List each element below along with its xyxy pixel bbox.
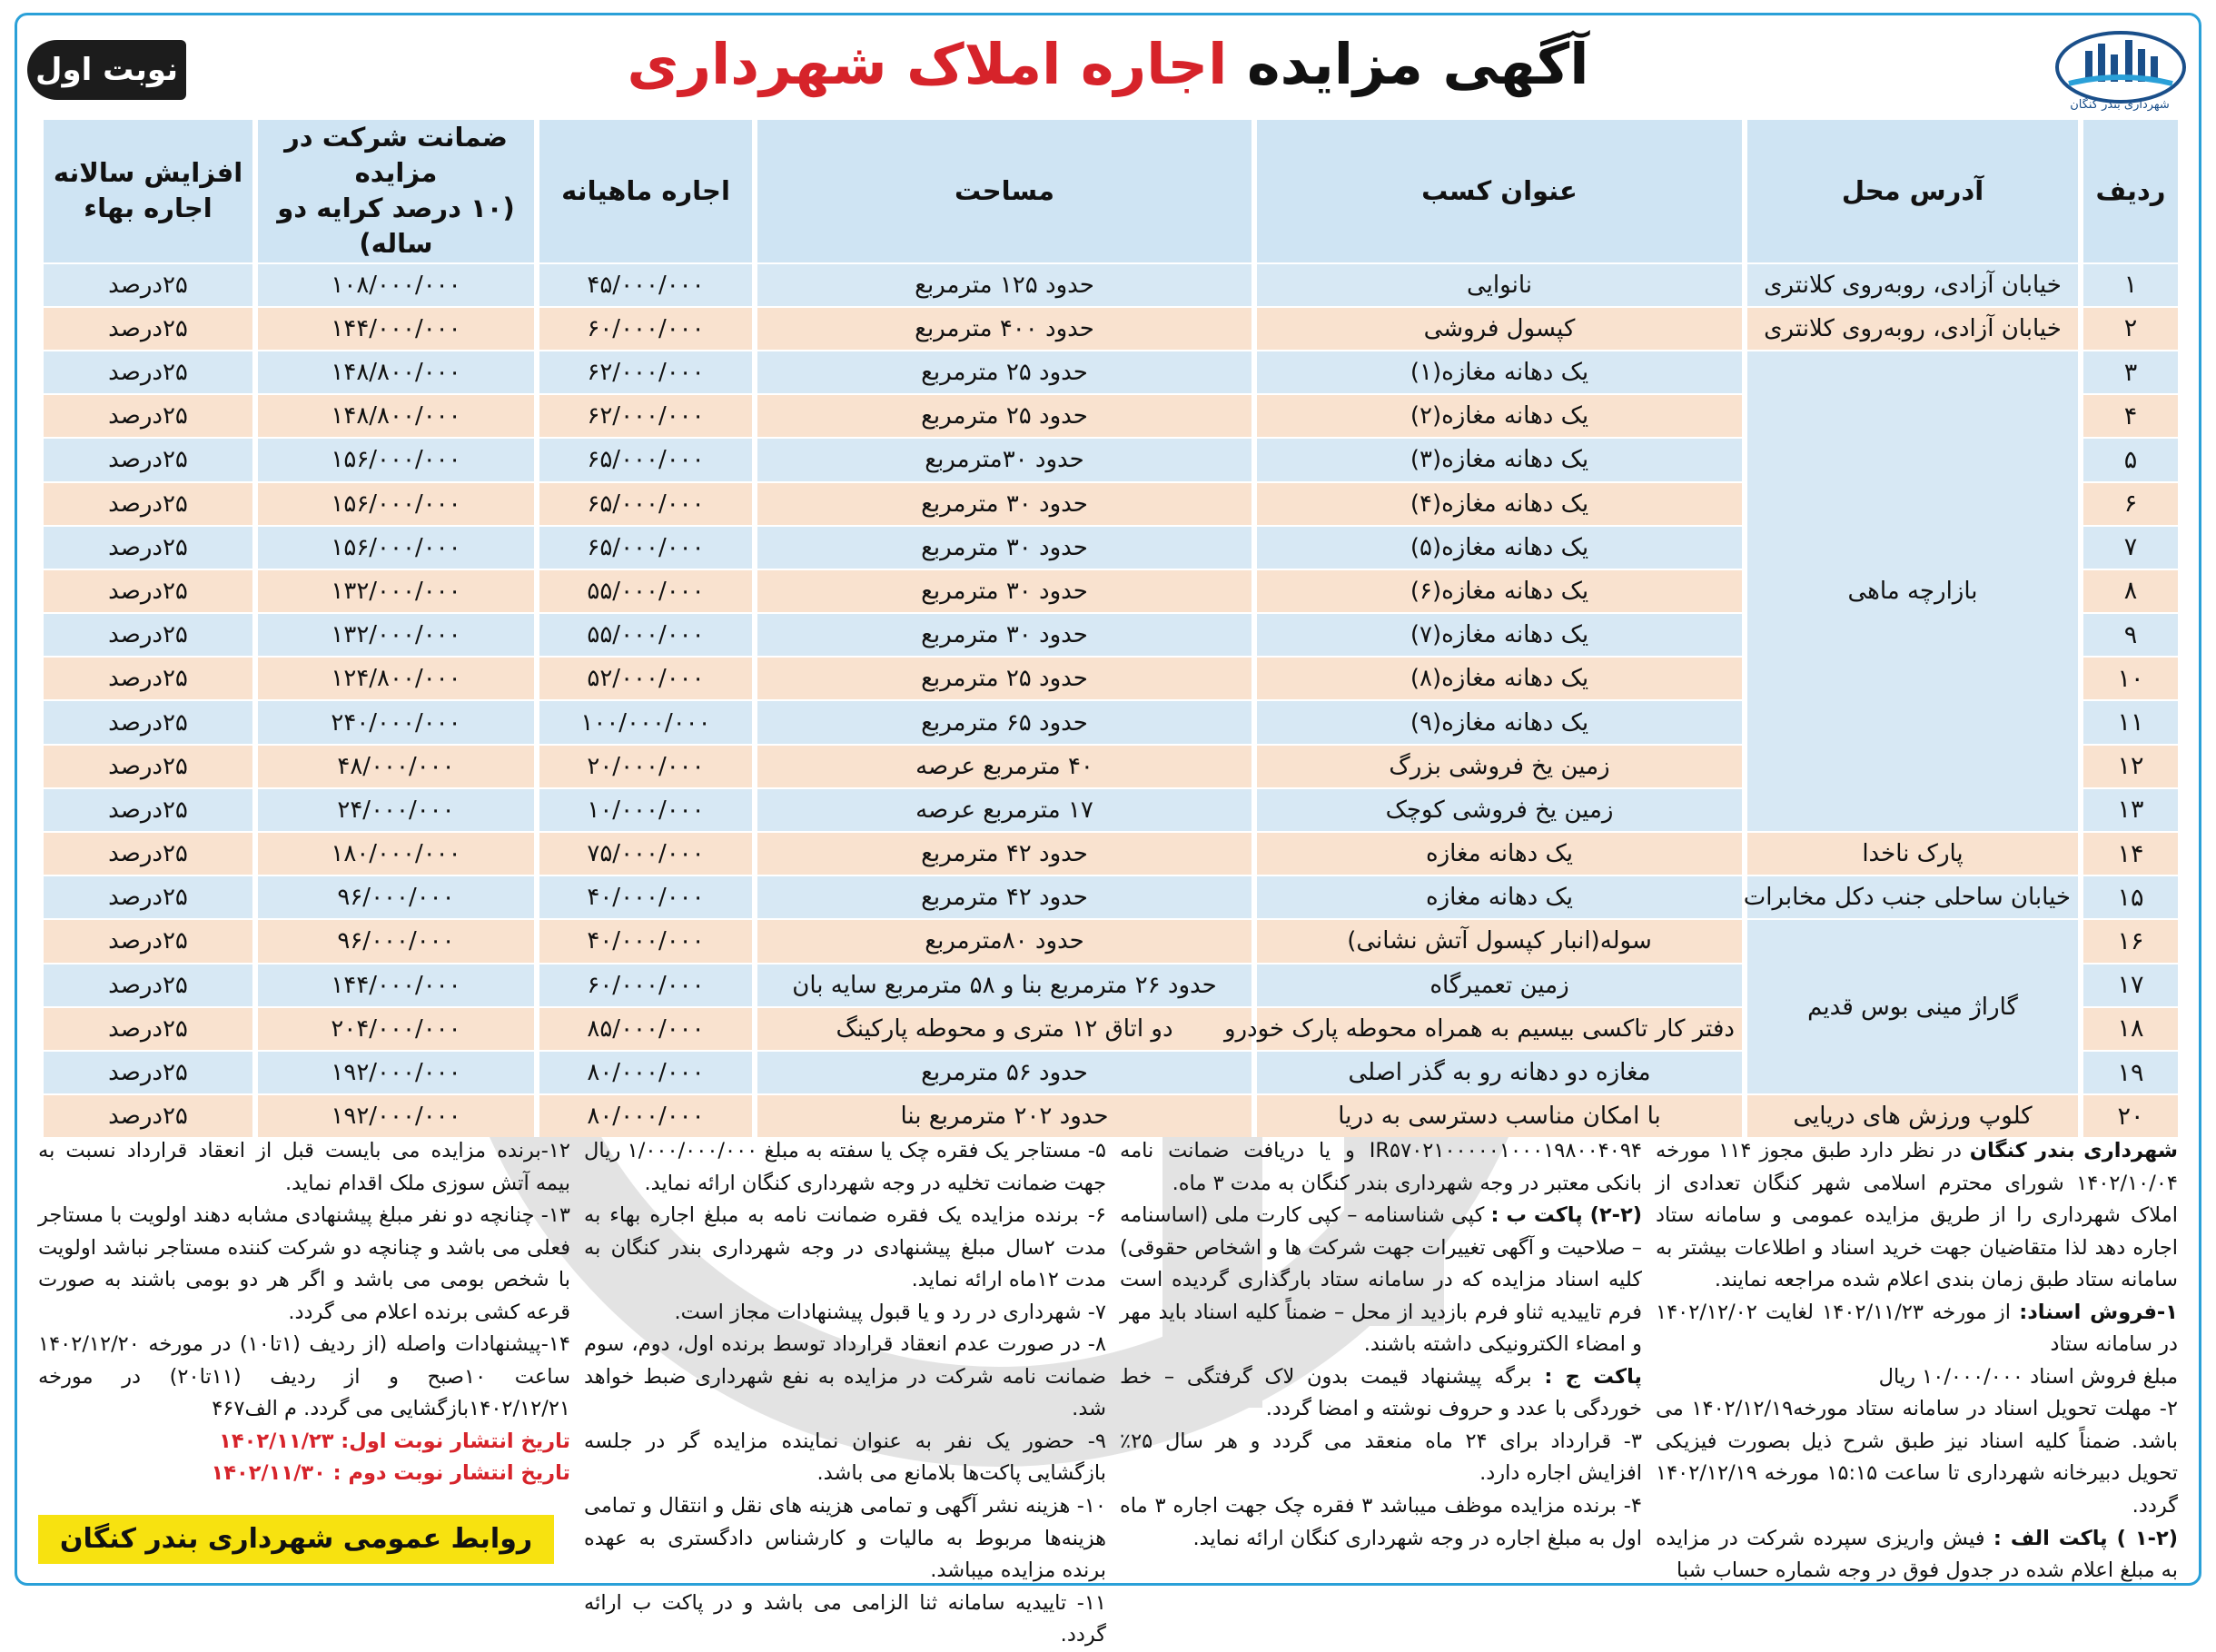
intro-text: در نظر دارد طبق مجوز ۱۱۴ مورخه ۱۴۰۲/۱۰/۰۴ شورای محترم اسلامی شهر کنگان تعدادی از املاک شهرداری را از طریق مزایده عمومی و سامانه ستاد اجاره دهد لذا متقاضیان جهت خرید اسناد و اطلاعات بیشتر به سامانه ستاد طبق زمان بندی اعلام شده مراجعه نمایند. <box>1656 1139 2178 1292</box>
cell-area: حدود ۲۶ مترمربع بنا و ۵۸ مترمربع سایه بان <box>752 963 1251 1006</box>
cell-business: یک دهانه مغازه(۳) <box>1251 437 1742 480</box>
table-row <box>38 875 2178 918</box>
col-header-monthly-rent: اجاره ماهیانه <box>534 120 752 262</box>
cell-row-number: ۷ <box>2078 525 2178 569</box>
cell-address: خیابان آزادی، روبه‌روی کلانتری <box>1742 262 2078 306</box>
cell-increase: ۲۵درصد <box>38 744 252 787</box>
cell-rent: ۶۵/۰۰۰/۰۰۰ <box>534 437 752 480</box>
cell-guarantee: ۱۹۲/۰۰۰/۰۰۰ <box>252 1050 534 1093</box>
cell-area: دو اتاق ۱۲ متری و محوطه پارکینگ <box>752 1006 1251 1050</box>
cell-guarantee: ۱۴۸/۸۰۰/۰۰۰ <box>252 350 534 393</box>
cell-rent: ۵۵/۰۰۰/۰۰۰ <box>534 612 752 656</box>
cell-area: حدود ۸۰مترمربع <box>752 918 1251 962</box>
cell-guarantee: ۱۵۶/۰۰۰/۰۰۰ <box>252 525 534 569</box>
publish-second-date: ۱۴۰۲/۱۱/۳۰ <box>211 1461 326 1486</box>
col-header-address: آدرس محل <box>1742 120 2078 262</box>
cell-business: زمین یخ فروشی بزرگ <box>1251 744 1742 787</box>
cell-area: حدود ۳۰ مترمربع <box>752 481 1251 525</box>
cell-guarantee: ۹۶/۰۰۰/۰۰۰ <box>252 875 534 918</box>
cell-rent: ۶۲/۰۰۰/۰۰۰ <box>534 393 752 437</box>
cell-increase: ۲۵درصد <box>38 963 252 1006</box>
cell-address: پارک ناخدا <box>1742 831 2078 875</box>
condition-11: ۱۱- تاییدیه سامانه ثنا الزامی می باشد و در پاکت ب ارائه گردد. <box>584 1590 1106 1647</box>
cell-row-number: ۴ <box>2078 393 2178 437</box>
iban-text: IR۵۷۰۲۱۰۰۰۰۰۱۰۰۰۱۹۸۰۰۴۰۹۴ و یا دریافت ضمانت نامه بانکی معتبر در وجه شهرداری بندر کنگان به مدت ۳ ماه. <box>1120 1139 1642 1195</box>
cell-rent: ۴۰/۰۰۰/۰۰۰ <box>534 875 752 918</box>
cell-business: با امکان مناسب دسترسی به دریا <box>1251 1093 1742 1137</box>
cell-increase: ۲۵درصد <box>38 1093 252 1137</box>
table-row <box>38 831 2178 875</box>
table-row <box>38 350 2178 393</box>
cell-rent: ۴۵/۰۰۰/۰۰۰ <box>534 262 752 306</box>
cell-row-number: ۱ <box>2078 262 2178 306</box>
cell-business: یک دهانه مغازه(۷) <box>1251 612 1742 656</box>
cell-increase: ۲۵درصد <box>38 481 252 525</box>
condition-10: ۱۰- هزینه نشر آگهی و تمامی هزینه های نقل و انتقال و تمامی هزینه‌ها مربوط به مالیات و کارشناس دادگستری به عهده برنده مزایده میباشد. <box>584 1494 1106 1583</box>
cell-guarantee: ۴۸/۰۰۰/۰۰۰ <box>252 744 534 787</box>
cell-rent: ۴۰/۰۰۰/۰۰۰ <box>534 918 752 962</box>
doc-price-text: مبلغ فروش اسناد ۱۰/۰۰۰/۰۰۰ ریال <box>1878 1364 2178 1389</box>
cell-row-number: ۱۰ <box>2078 656 2178 699</box>
cell-business: یک دهانه مغازه(۴) <box>1251 481 1742 525</box>
cell-increase: ۲۵درصد <box>38 875 252 918</box>
conditions-column-3 <box>584 1135 1107 1647</box>
cell-address: خیابان آزادی، روبه‌روی کلانتری <box>1742 306 2078 350</box>
intro-lead: شهرداری بندر کنگان <box>1969 1139 2178 1162</box>
cell-guarantee: ۲۴۰/۰۰۰/۰۰۰ <box>252 699 534 743</box>
col-header-area: مساحت <box>752 120 1251 262</box>
cell-area: حدود ۳۰ مترمربع <box>752 525 1251 569</box>
cell-business: نانوایی <box>1251 262 1742 306</box>
cell-row-number: ۱۵ <box>2078 875 2178 918</box>
cell-row-number: ۱۹ <box>2078 1050 2178 1093</box>
cell-increase: ۲۵درصد <box>38 1006 252 1050</box>
cell-rent: ۱۰/۰۰۰/۰۰۰ <box>534 787 752 831</box>
envelope-a-text: فیش واریزی سپرده شرکت در مزایده به مبلغ اعلام شده در جدول فوق در وجه شماره حساب شبا <box>1656 1526 2178 1583</box>
publish-first-label: تاریخ انتشار نوبت اول: <box>341 1429 570 1453</box>
table-row <box>38 262 2178 306</box>
cell-area: حدود ۳۰ مترمربع <box>752 612 1251 656</box>
cell-row-number: ۱۱ <box>2078 699 2178 743</box>
doc-sale-heading: ۱-فروش اسناد: <box>2019 1300 2178 1324</box>
cell-business: یک دهانه مغازه(۶) <box>1251 569 1742 612</box>
conditions-column-4 <box>38 1135 570 1571</box>
col-header-row-number: ردیف <box>2078 120 2178 262</box>
cell-address: گاراژ مینی بوس قدیم <box>1742 918 2078 1093</box>
cell-guarantee: ۱۳۲/۰۰۰/۰۰۰ <box>252 569 534 612</box>
table-row <box>38 1093 2178 1137</box>
col-header-annual-increase <box>38 120 252 262</box>
cell-business: یک دهانه مغازه(۲) <box>1251 393 1742 437</box>
cell-row-number: ۳ <box>2078 350 2178 393</box>
cell-increase: ۲۵درصد <box>38 525 252 569</box>
condition-7: ۷- شهرداری در رد و یا قبول پیشنهادات مجاز است. <box>674 1300 1106 1324</box>
cell-row-number: ۱۳ <box>2078 787 2178 831</box>
cell-guarantee: ۱۴۴/۰۰۰/۰۰۰ <box>252 306 534 350</box>
condition-9: ۹- حضور یک نفر به عنوان نماینده مزایده گر در جلسه بازگشایی پاکت‌ها بلامانع می باشد. <box>584 1429 1106 1486</box>
table-row <box>38 918 2178 962</box>
cell-row-number: ۶ <box>2078 481 2178 525</box>
cell-guarantee: ۹۶/۰۰۰/۰۰۰ <box>252 918 534 962</box>
publish-second-label: تاریخ انتشار نوبت دوم : <box>332 1461 570 1486</box>
cell-area: حدود ۵۶ مترمربع <box>752 1050 1251 1093</box>
conditions-column-2 <box>1120 1135 1642 1571</box>
cell-row-number: ۹ <box>2078 612 2178 656</box>
cell-increase: ۲۵درصد <box>38 918 252 962</box>
cell-increase: ۲۵درصد <box>38 437 252 480</box>
auction-table <box>38 120 2178 1137</box>
condition-12: ۱۲-برنده مزایده می بایست قبل از انعقاد قرارداد نسبت به بیمه آتش سوزی ملک اقدام نماید. <box>38 1139 570 1195</box>
cell-guarantee: ۱۴۴/۰۰۰/۰۰۰ <box>252 963 534 1006</box>
cell-business: یک دهانه مغازه(۵) <box>1251 525 1742 569</box>
cell-guarantee: ۱۳۲/۰۰۰/۰۰۰ <box>252 612 534 656</box>
cell-increase: ۲۵درصد <box>38 1050 252 1093</box>
condition-3: ۳- قرارداد برای ۲۴ ماه منعقد می گردد و هر سال ۲۵٪ افزایش اجاره دارد. <box>1120 1429 1642 1486</box>
cell-rent: ۱۰۰/۰۰۰/۰۰۰ <box>534 699 752 743</box>
cell-business: یک دهانه مغازه(۸) <box>1251 656 1742 699</box>
envelope-c-text: برگه پیشنهاد قیمت بدون لاک گرفتگی – خط خوردگی با عدد و حروف نوشته و امضا گردد. <box>1120 1364 1642 1421</box>
cell-area: حدود ۴۲ مترمربع <box>752 875 1251 918</box>
cell-business: یک دهانه مغازه <box>1251 831 1742 875</box>
publish-date-second <box>38 1458 570 1490</box>
cell-business: زمین تعمیرگاه <box>1251 963 1742 1006</box>
col-header-guarantee-line2: (۱۰ درصد کرایه دو ساله) <box>277 193 515 260</box>
cell-increase: ۲۵درصد <box>38 306 252 350</box>
cell-guarantee: ۱۸۰/۰۰۰/۰۰۰ <box>252 831 534 875</box>
cell-row-number: ۱۸ <box>2078 1006 2178 1050</box>
cell-rent: ۸۵/۰۰۰/۰۰۰ <box>534 1006 752 1050</box>
cell-increase: ۲۵درصد <box>38 350 252 393</box>
cell-rent: ۶۲/۰۰۰/۰۰۰ <box>534 350 752 393</box>
cell-area: حدود ۲۰۲ مترمربع بنا <box>752 1093 1251 1137</box>
condition-6: ۶- برنده مزایده یک فقره ضمانت نامه به مبلغ اجاره بهاء به مدت ۲سال مبلغ پیشنهادی در وجه شهرداری بندر کنگان به مدت ۱۲ماه ارائه نماید. <box>584 1203 1107 1292</box>
col-header-business: عنوان کسب <box>1251 120 1742 262</box>
condition-14: ۱۴-پیشنهادات واصله (از ردیف (۱تا۱۰) در مورخه ۱۴۰۲/۱۲/۲۰ ساعت ۱۰صبح و از ردیف (۱۱تا۲۰) در مورخه ۱۴۰۲/۱۲/۲۱بازگشایی می گردد. م الف۴۶۷ <box>38 1332 570 1421</box>
cell-business: دفتر کار تاکسی بیسیم به همراه محوطه پارک خودرو <box>1251 1006 1742 1050</box>
cell-guarantee: ۱۵۶/۰۰۰/۰۰۰ <box>252 437 534 480</box>
condition-4: ۴- برنده مزایده موظف میباشد ۳ فقره چک جهت اجاره ۳ ماه اول به مبلغ اجاره در وجه شهرداری کنگان ارائه نماید. <box>1120 1494 1642 1550</box>
cell-rent: ۶۵/۰۰۰/۰۰۰ <box>534 481 752 525</box>
cell-row-number: ۲۰ <box>2078 1093 2178 1137</box>
envelope-b-text: کپی شناسنامه – کپی کارت ملی (اساسنامه – صلاحیت و آگهی تغییرات جهت شرکت ها و اشخاص حقوقی) کلیه اسناد مزایده که در سامانه ستاد بارگذاری گردیده است فرم تاییدیه ثناو فرم بازدید از محل – ضمناً کلیه اسناد باید مهر و امضاء الکترونیکی داشته باشند. <box>1120 1203 1642 1357</box>
cell-guarantee: ۲۴/۰۰۰/۰۰۰ <box>252 787 534 831</box>
cell-rent: ۲۰/۰۰۰/۰۰۰ <box>534 744 752 787</box>
cell-rent: ۸۰/۰۰۰/۰۰۰ <box>534 1050 752 1093</box>
cell-guarantee: ۱۲۴/۸۰۰/۰۰۰ <box>252 656 534 699</box>
cell-rent: ۶۵/۰۰۰/۰۰۰ <box>534 525 752 569</box>
title-part-1: آگهی مزایده <box>1247 31 1589 97</box>
cell-area: حدود ۲۵ مترمربع <box>752 350 1251 393</box>
cell-business: یک دهانه مغازه(۱) <box>1251 350 1742 393</box>
cell-row-number: ۱۶ <box>2078 918 2178 962</box>
page-title <box>27 31 2189 97</box>
cell-increase: ۲۵درصد <box>38 262 252 306</box>
cell-area: حدود ۳۰مترمربع <box>752 437 1251 480</box>
cell-address: خیابان ساحلی جنب دکل مخابرات <box>1742 875 2078 918</box>
publish-first-date: ۱۴۰۲/۱۱/۲۳ <box>219 1429 334 1453</box>
cell-row-number: ۲ <box>2078 306 2178 350</box>
cell-rent: ۵۵/۰۰۰/۰۰۰ <box>534 569 752 612</box>
cell-row-number: ۱۴ <box>2078 831 2178 875</box>
cell-rent: ۷۵/۰۰۰/۰۰۰ <box>534 831 752 875</box>
cell-rent: ۶۰/۰۰۰/۰۰۰ <box>534 306 752 350</box>
title-part-2: اجاره املاک شهرداری <box>627 31 1228 97</box>
cell-increase: ۲۵درصد <box>38 656 252 699</box>
cell-area: ۱۷ مترمربع عرصه <box>752 787 1251 831</box>
deadline-text: ۲- مهلت تحویل اسناد در سامانه ستاد مورخه۱۴۰۲/۱۲/۱۹ می باشد. ضمناً کلیه اسناد نیز طبق شرح ذیل بصورت فیزیکی تحویل دبیرخانه شهرداری تا ساعت ۱۵:۱۵ مورخه ۱۴۰۲/۱۲/۱۹ گردد. <box>1656 1397 2179 1518</box>
envelope-c-heading: پاکت ج : <box>1544 1364 1642 1389</box>
public-relations-footer: روابط عمومی شهرداری بندر کنگان <box>38 1515 554 1564</box>
cell-guarantee: ۲۰۴/۰۰۰/۰۰۰ <box>252 1006 534 1050</box>
cell-rent: ۸۰/۰۰۰/۰۰۰ <box>534 1093 752 1137</box>
conditions-column-1 <box>1656 1135 2179 1583</box>
cell-row-number: ۸ <box>2078 569 2178 612</box>
cell-row-number: ۵ <box>2078 437 2178 480</box>
cell-area: حدود ۲۵ مترمربع <box>752 656 1251 699</box>
cell-increase: ۲۵درصد <box>38 831 252 875</box>
cell-increase: ۲۵درصد <box>38 787 252 831</box>
col-header-increase-line2: اجاره بهاء <box>84 193 213 224</box>
cell-business: سوله(انبار کپسول آتش نشانی) <box>1251 918 1742 962</box>
envelope-a-heading: (۱-۲ ) پاکت الف : <box>1993 1526 2178 1550</box>
cell-guarantee: ۱۵۶/۰۰۰/۰۰۰ <box>252 481 534 525</box>
cell-increase: ۲۵درصد <box>38 612 252 656</box>
cell-rent: ۵۲/۰۰۰/۰۰۰ <box>534 656 752 699</box>
cell-row-number: ۱۷ <box>2078 963 2178 1006</box>
edition-badge: نوبت اول <box>27 40 186 100</box>
cell-increase: ۲۵درصد <box>38 393 252 437</box>
cell-business: زمین یخ فروشی کوچک <box>1251 787 1742 831</box>
cell-business: کپسول فروشی <box>1251 306 1742 350</box>
cell-row-number: ۱۲ <box>2078 744 2178 787</box>
cell-area: ۴۰ مترمربع عرصه <box>752 744 1251 787</box>
doc-sale-text: از مورخه ۱۴۰۲/۱۱/۲۳ لغایت ۱۴۰۲/۱۲/۰۲ در سامانه ستاد <box>1656 1300 2178 1357</box>
table-header-row <box>38 120 2178 262</box>
cell-area: حدود ۱۲۵ مترمربع <box>752 262 1251 306</box>
cell-business: یک دهانه مغازه <box>1251 875 1742 918</box>
cell-guarantee: ۱۹۲/۰۰۰/۰۰۰ <box>252 1093 534 1137</box>
cell-rent: ۶۰/۰۰۰/۰۰۰ <box>534 963 752 1006</box>
condition-13: ۱۳- چنانچه دو نفر مبلغ پیشنهادی مشابه دهند اولویت با مستاجر فعلی می باشد و چنانچه دو شرکت کننده مستاجر نباشد اولویت با شخص بومی می باشد و اگر هر دو بومی باشند به صورت قرعه کشی برنده اعلام می گردد. <box>38 1203 570 1324</box>
table-row <box>38 306 2178 350</box>
cell-area: حدود ۲۵ مترمربع <box>752 393 1251 437</box>
cell-increase: ۲۵درصد <box>38 699 252 743</box>
publish-date-first <box>38 1426 570 1459</box>
cell-business: مغازه دو دهانه رو به گذر اصلی <box>1251 1050 1742 1093</box>
condition-5: ۵- مستاجر یک فقره چک یا سفته به مبلغ ۱/۰۰۰/۰۰۰/۰۰۰ ریال جهت ضمانت تخلیه در وجه شهرداری کنگان ارائه نماید. <box>584 1139 1106 1195</box>
cell-increase: ۲۵درصد <box>38 569 252 612</box>
header <box>27 22 2189 122</box>
col-header-guarantee <box>252 120 534 262</box>
cell-address: بازارچه ماهی <box>1742 350 2078 831</box>
cell-business: یک دهانه مغازه(۹) <box>1251 699 1742 743</box>
cell-address: کلوپ ورزش های دریایی <box>1742 1093 2078 1137</box>
cell-area: حدود ۴۰۰ مترمربع <box>752 306 1251 350</box>
col-header-guarantee-line1: ضمانت شرکت در مزایده <box>284 122 508 189</box>
cell-area: حدود ۴۲ مترمربع <box>752 831 1251 875</box>
col-header-increase-line1: افزایش سالانه <box>53 157 243 189</box>
cell-area: حدود ۳۰ مترمربع <box>752 569 1251 612</box>
conditions-section <box>38 1135 2179 1647</box>
cell-area: حدود ۶۵ مترمربع <box>752 699 1251 743</box>
envelope-b-heading: (۲-۲) پاکت ب : <box>1490 1203 1642 1228</box>
logo-caption: شهرداری بندر کنگان <box>2070 98 2170 112</box>
cell-guarantee: ۱۴۸/۸۰۰/۰۰۰ <box>252 393 534 437</box>
cell-guarantee: ۱۰۸/۰۰۰/۰۰۰ <box>252 262 534 306</box>
condition-8: ۸- در صورت عدم انعقاد قرارداد توسط برنده اول، دوم، سوم ضمانت نامه شرکت در مزایده به نفع شهرداری ضبط خواهد شد. <box>584 1332 1106 1421</box>
